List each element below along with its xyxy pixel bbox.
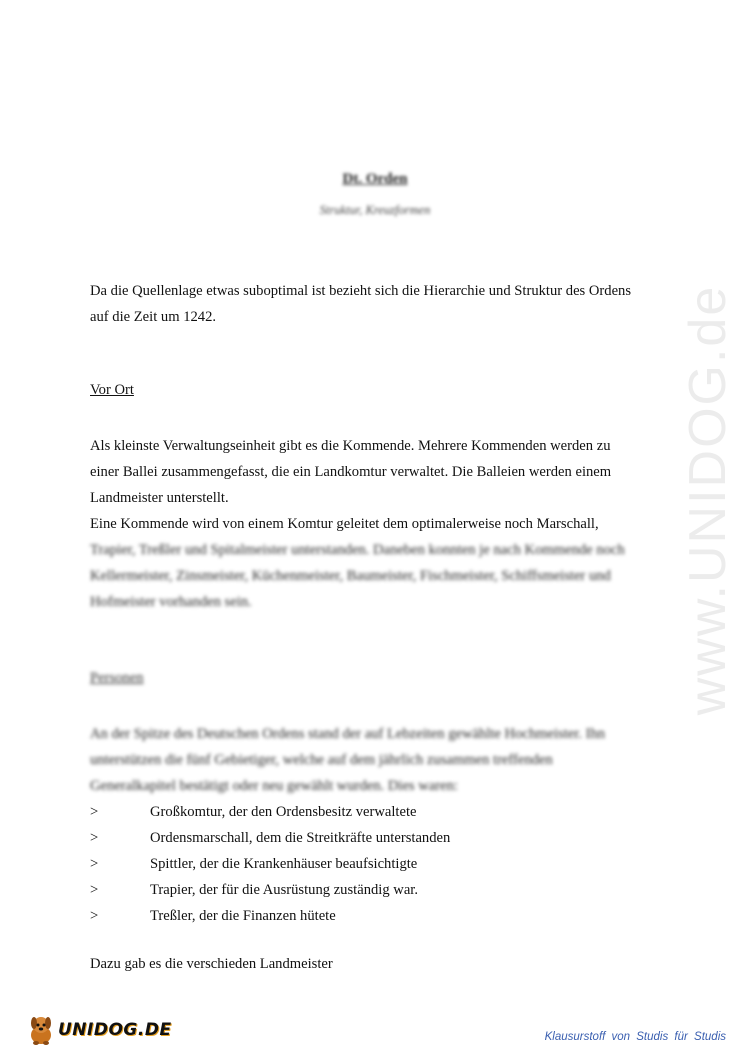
text-line-blurred: unterstützen die fünf Gebietiger, welche auf dem jährlich zusammen treffenden: [90, 752, 553, 768]
logo-text: UNIDOG.DE: [58, 1020, 172, 1040]
text-line: einer Ballei zusammengefasst, die ein Landkomtur verwaltet. Die Balleien werden einem: [90, 464, 612, 480]
watermark: www.UNIDOG.de: [679, 284, 737, 716]
text-line-blurred: Kellermeister, Zinsmeister, Küchenmeister, Baumeister, Fischmeister, Schiffsmeister und: [90, 568, 611, 584]
section-paragraph-vor-ort: [90, 433, 660, 615]
text-line-blurred: Trapier, Treßler und Spitalmeister unterstanden. Daneben konnten je nach Kommende noch: [90, 542, 625, 558]
section-heading-vor-ort: Vor Ort: [90, 382, 134, 398]
dog-icon: [26, 1013, 56, 1047]
closing-line: Dazu gab es die verschieden Landmeister: [90, 956, 333, 972]
text-line: Als kleinste Verwaltungseinheit gibt es die Kommende. Mehrere Kommenden werden zu: [90, 438, 611, 454]
text-line: Eine Kommende wird von einem Komtur geleitet dem optimalerweise noch Marschall,: [90, 516, 599, 532]
text-line: Da die Quellenlage etwas suboptimal ist bezieht sich die Hierarchie und Struktur des Ordens: [90, 283, 632, 299]
bullet-marker: >: [90, 908, 99, 924]
document-subtitle: Struktur, Kreuzformen: [319, 203, 431, 217]
bullet-marker: >: [90, 804, 99, 820]
list-item-text: Trapier, der für die Ausrüstung zuständig war.: [150, 882, 419, 898]
intro-paragraph: [90, 278, 660, 330]
list-item-text: Ordensmarschall, dem die Streitkräfte unterstanden: [150, 830, 451, 846]
list-item-text: Treßler, der die Finanzen hütete: [150, 908, 336, 924]
section-heading-personen: Personen: [90, 670, 144, 686]
text-line: auf die Zeit um 1242.: [90, 309, 217, 325]
text-line-blurred: An der Spitze des Deutschen Ordens stand der auf Lebzeiten gewählte Hochmeister. Ihn: [90, 726, 606, 742]
list-item-text: Spittler, der die Krankenhäuser beaufsichtigte: [150, 856, 418, 872]
list-item-text: Großkomtur, der den Ordensbesitz verwaltete: [150, 804, 417, 820]
bullet-marker: >: [90, 882, 99, 898]
text-line: Landmeister unterstellt.: [90, 490, 229, 506]
footer-slogan: Klausurstoff von Studis für Studis: [544, 1031, 726, 1043]
bullet-marker: >: [90, 830, 99, 846]
document-title: Dt. Orden: [342, 171, 408, 187]
text-line-blurred: Generalkapitel bestätigt oder neu gewählt wurden. Dies waren:: [90, 778, 458, 794]
unidog-logo[interactable]: [26, 1012, 172, 1048]
text-line-blurred: Hofmeister vorhanden sein.: [90, 594, 252, 610]
section-paragraph-personen: [90, 721, 660, 799]
bullet-marker: >: [90, 856, 99, 872]
